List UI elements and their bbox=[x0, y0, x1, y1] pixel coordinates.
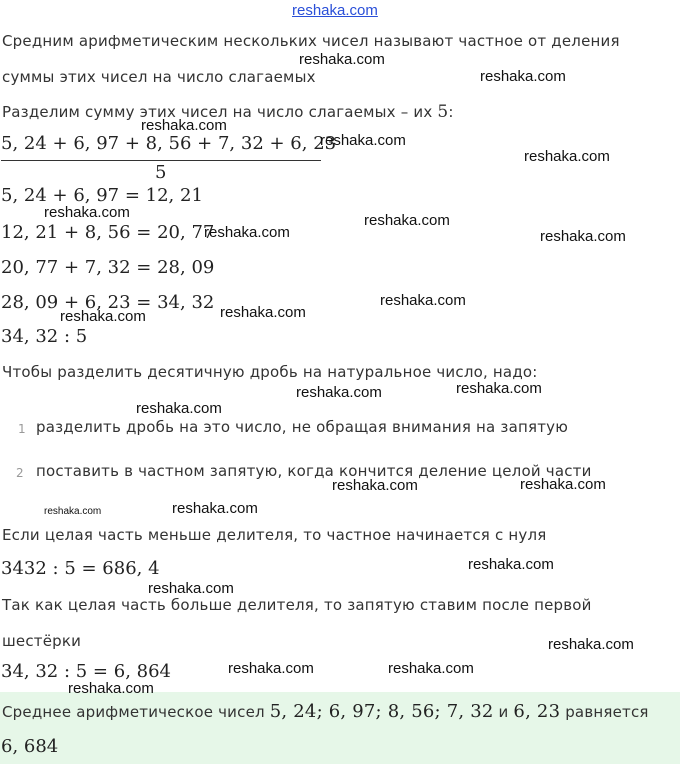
list-item-number: 1 bbox=[18, 422, 26, 436]
divide-count: 5 bbox=[437, 102, 449, 122]
rule-heading: Чтобы разделить десятичную дробь на натуральное число, надо: bbox=[2, 363, 538, 381]
divide-sentence bbox=[2, 102, 454, 122]
divide-suffix: : bbox=[448, 103, 454, 121]
fraction-numerator: 5, 24 + 6, 97 + 8, 56 + 7, 32 + 6, 23 bbox=[1, 133, 337, 154]
step-1: 5, 24 + 6, 97 = 12, 21 bbox=[1, 185, 203, 206]
watermark: reshaka.com bbox=[296, 384, 382, 401]
watermark: reshaka.com bbox=[220, 304, 306, 321]
watermark: reshaka.com bbox=[380, 292, 466, 309]
answer-sentence bbox=[2, 701, 649, 722]
watermark: reshaka.com bbox=[540, 228, 626, 245]
watermark: reshaka.com bbox=[524, 148, 610, 165]
watermark: reshaka.com bbox=[388, 660, 474, 677]
definition-line-1: Средним арифметическим нескольких чисел называют частное от деления bbox=[2, 32, 620, 50]
answer-prefix: Среднее арифметическое чисел bbox=[2, 703, 270, 721]
watermark: reshaka.com bbox=[44, 506, 102, 517]
watermark: reshaka.com bbox=[141, 117, 227, 134]
answer-box bbox=[0, 692, 680, 764]
watermark: reshaka.com bbox=[520, 476, 606, 493]
step-3: 20, 77 + 7, 32 = 28, 09 bbox=[1, 257, 215, 278]
watermark: reshaka.com bbox=[299, 51, 385, 68]
watermark: reshaka.com bbox=[204, 224, 290, 241]
note-zero-start: Если целая часть меньше делителя, то частное начинается с нуля bbox=[2, 526, 547, 544]
definition-line-2: суммы этих чисел на число слагаемых bbox=[2, 68, 316, 86]
list-item-text: поставить в частном запятую, когда кончится деление целой части bbox=[36, 462, 592, 480]
watermark: reshaka.com bbox=[60, 308, 146, 325]
watermark: reshaka.com bbox=[332, 477, 418, 494]
list-item-text: разделить дробь на это число, не обращая внимания на запятую bbox=[36, 418, 569, 436]
watermark-link[interactable]: reshaka.com bbox=[292, 2, 378, 19]
step-4: 28, 09 + 6, 23 = 34, 32 bbox=[1, 292, 215, 313]
watermark: reshaka.com bbox=[320, 132, 406, 149]
calc-integer-division: 3432 : 5 = 686, 4 bbox=[1, 558, 160, 579]
answer-result: 6, 684 bbox=[1, 736, 59, 757]
answer-conj: и bbox=[493, 703, 514, 721]
watermark: reshaka.com bbox=[456, 380, 542, 397]
watermark: reshaka.com bbox=[68, 680, 154, 697]
answer-last-number: 6, 23 bbox=[513, 701, 561, 722]
calc-final-division: 34, 32 : 5 = 6, 864 bbox=[1, 661, 171, 682]
watermark: reshaka.com bbox=[480, 68, 566, 85]
watermark: reshaka.com bbox=[228, 660, 314, 677]
fraction-bar bbox=[1, 160, 321, 161]
list-item-number: 2 bbox=[16, 466, 24, 480]
answer-numbers: 5, 24; 6, 97; 8, 56; 7, 32 bbox=[269, 701, 494, 722]
divide-prefix: Разделим сумму этих чисел на число слагаемых – их bbox=[2, 103, 438, 121]
watermark: reshaka.com bbox=[468, 556, 554, 573]
watermark: reshaka.com bbox=[44, 204, 130, 221]
watermark: reshaka.com bbox=[148, 580, 234, 597]
step-5: 34, 32 : 5 bbox=[1, 326, 88, 347]
fraction-denominator: 5 bbox=[155, 162, 167, 183]
step-2: 12, 21 + 8, 56 = 20, 77 bbox=[1, 222, 215, 243]
answer-suffix: равняется bbox=[560, 703, 649, 721]
watermark: reshaka.com bbox=[548, 636, 634, 653]
watermark: reshaka.com bbox=[364, 212, 450, 229]
note-comma-line-2: шестёрки bbox=[2, 632, 82, 650]
watermark: reshaka.com bbox=[136, 400, 222, 417]
note-comma-line-1: Так как целая часть больше делителя, то запятую ставим после первой bbox=[2, 596, 592, 614]
watermark: reshaka.com bbox=[172, 500, 258, 517]
